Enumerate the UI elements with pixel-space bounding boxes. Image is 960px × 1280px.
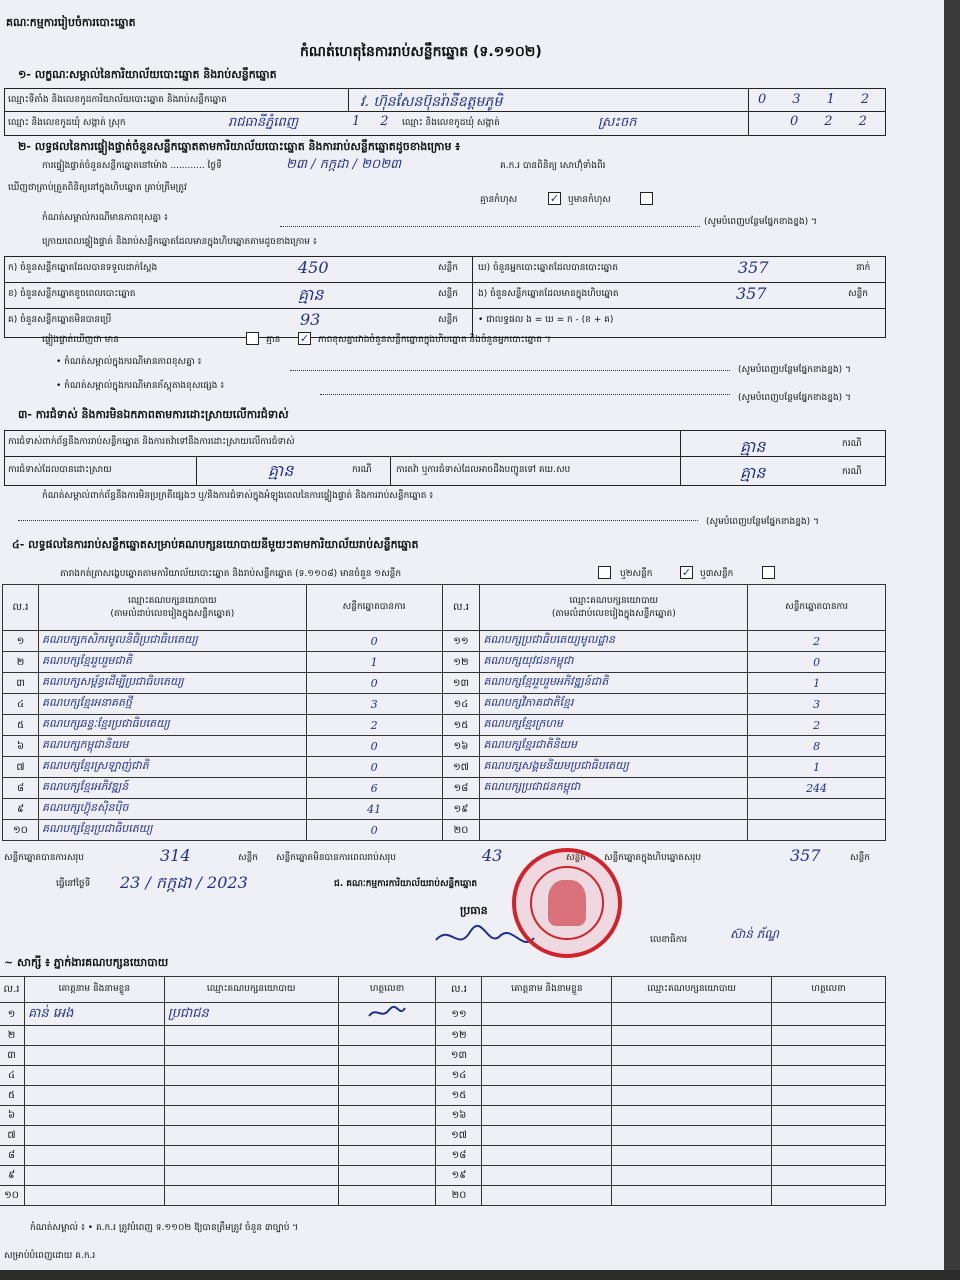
party-votes: 1 [748, 757, 886, 778]
party-name: គណបក្សឆន្ទៈខ្មែរប្រជាធិបតេយ្យ [38, 715, 306, 736]
row-number: ១៣ [436, 1046, 482, 1066]
president-label: ប្រធាន [460, 904, 488, 917]
row-number: ១២ [442, 652, 480, 673]
k2-label: ខ) ចំនួនសន្លឹកឆ្នោតខូចពេលបោះឆ្នោត [8, 289, 136, 299]
no-error-checkbox[interactable]: ✓ [549, 192, 560, 205]
party-votes: 0 [306, 736, 442, 757]
table-row [3, 694, 886, 715]
bullet1-note: (សូមបំពេញបន្ថែមផ្នែកខាងខ្នង) ។ [738, 365, 851, 375]
k2-unit: សន្លឹក [438, 289, 458, 299]
row-number: ៤ [3, 694, 39, 715]
section1-row2-label2: ឈ្មោះ និងលេខកូដឃុំ សង្កាត់ [402, 118, 500, 128]
section2-line2: ឃើញថាត្រាប់ត្រួតពិនិត្យនៅក្នុងហិបឆ្នោត គ្រាប់ត្រឹមត្រូវ [8, 183, 187, 193]
section3-note: កំណត់សម្គាល់ពាក់ព័ន្ធនឹងការមិនប្រក្រតីផ្សេងៗ ឬ/និងការជំទាស់ក្នុងអំឡុងពេលនៃការផ្ទៀងផ្ទាត់ និងការរាប់សន្លឹកឆ្នោត ៖ [42, 491, 434, 501]
row-number: ៥ [3, 715, 39, 736]
witness-party [612, 1026, 772, 1046]
row-number: ១០ [3, 820, 39, 841]
witness-party [164, 1026, 338, 1046]
compare-has-checkbox[interactable] [246, 332, 259, 345]
table-row [0, 1166, 886, 1186]
witness-signature [772, 1126, 886, 1146]
party-results-table [2, 584, 886, 841]
row-number: ១៩ [442, 799, 480, 820]
row-number: ៧ [0, 1126, 24, 1146]
w-col-no-right: ល.រ [436, 977, 482, 1003]
row-number: ១០ [0, 1186, 24, 1206]
row-number: ១៤ [442, 694, 480, 715]
row-number: ៥ [0, 1086, 24, 1106]
party-votes: 1 [306, 652, 442, 673]
party-name: គណបក្សខ្មែរប្រជាធិបតេយ្យ [38, 820, 306, 841]
witness-party [164, 1146, 338, 1166]
three-sheet-checkbox[interactable] [762, 566, 775, 579]
committee-label: ជ. គណៈកម្មការការិយាល័យរាប់សន្លឹកឆ្នោត [334, 879, 478, 889]
section3-row1: ការជំទាស់ពាក់ព័ន្ធនឹងការរាប់សន្លឹកឆ្នោត និងការតវ៉ាទៅនឹងការដោះស្រាយលើការជំទាស់ [8, 437, 295, 447]
section2-line3: ក្រោយពេលផ្ទៀងផ្ទាត់ និងរាប់សន្លឹកឆ្នោតដែលមានក្នុងហិបឆ្នោតតាមដូចខាងក្រោម ៖ [42, 237, 317, 247]
section2-line1: ការផ្ទៀងផ្ទាត់ចំនួនសន្លឹកឆ្នោតនៅម៉ោង ............ ថ្ងៃទី [42, 161, 222, 171]
witness-signature [772, 1003, 886, 1026]
party-name: គណបក្សវិភាគជាតិខ្មែរ [480, 694, 748, 715]
row-number: ១៨ [436, 1146, 482, 1166]
witness-name [24, 1126, 164, 1146]
sum-label3: សន្លឹកឆ្នោតក្នុងហិបឆ្នោតសរុប [604, 853, 702, 863]
witness-name [482, 1126, 612, 1146]
witness-party [164, 1186, 338, 1206]
row-number: ៩ [3, 799, 39, 820]
party-votes: 244 [748, 778, 886, 799]
row-number: ៣ [3, 673, 39, 694]
witness-signature [772, 1066, 886, 1086]
party-votes: 3 [748, 694, 886, 715]
witness-party [612, 1166, 772, 1186]
party-name: គណបក្សខ្មែររួបរួមអភិវឌ្ឍន៍ជាតិ [480, 673, 748, 694]
section3-row1-case: ករណី [842, 439, 862, 449]
section1-heading: ១- លក្ខណៈសម្គាល់នៃការិយាល័យបោះឆ្នោត និងរាប់សន្លឹកឆ្នោត [18, 68, 277, 81]
section2-note-suffix: (សូមបំពេញបន្ថែមផ្នែកខាងខ្នង) ។ [704, 217, 817, 227]
witness-name [24, 1066, 164, 1086]
col-no-left: ល.រ [3, 585, 39, 631]
secretary-name: ស៊ាន់ ភ័ណ្ឌ [730, 927, 779, 941]
row-number: ៨ [3, 778, 39, 799]
row-number: ២ [0, 1026, 24, 1046]
row-number: ៨ [0, 1146, 24, 1166]
party-name: គណបក្សខ្មែររួបរួមជាតិ [38, 652, 306, 673]
party-name: គណបក្សកសិករមូលនិធិប្រជាធិបតេយ្យ [38, 631, 306, 652]
party-name: គណបក្សប្រជាជនកម្ពុជា [480, 778, 748, 799]
section2-opt1-label: គ្មានកំហុស [480, 195, 518, 205]
section1-row1-code: 0312 [758, 92, 896, 107]
party-name: គណបក្សហ៊្វុនស៊ិនប៉ិច [38, 799, 306, 820]
witness-signature [772, 1086, 886, 1106]
section1-row2-value2: ស្រះចក [598, 115, 637, 130]
section4-heading: ៤- លទ្ធផលនៃការរាប់សន្លឹកឆ្នោតសម្រាប់គណបក្សនយោបាយនីមួយៗតាមការិយាល័យរាប់សន្លឹកឆ្នោត [12, 538, 419, 551]
witness-name [482, 1046, 612, 1066]
table-row [3, 799, 886, 820]
witness-heading: ~ សាក្សី ៖ ភ្នាក់ងារគណបក្សនយោបាយ [4, 956, 169, 969]
section3-row2b-value: គ្មាន [740, 463, 766, 482]
row-number: ៣ [0, 1046, 24, 1066]
witness-signature [338, 1046, 436, 1066]
row-number: ១៤ [436, 1066, 482, 1086]
party-votes [748, 820, 886, 841]
witness-signature [338, 1106, 436, 1126]
row-number: ១ [3, 631, 39, 652]
witness-name [24, 1166, 164, 1186]
sum-value2: 43 [482, 846, 503, 865]
w-col-no-left: ល.រ [0, 977, 24, 1003]
row-number: ៦ [0, 1106, 24, 1126]
section3-heading: ៣- ការជំទាស់ និងការមិនឯកភាពតាមការដោះស្រាយលើការជំទាស់ [18, 408, 289, 421]
section3-row2b: ការតវ៉ា ឬការជំទាស់ដែលអាចដឹងបញ្ជូនទៅ គឃ.សប [396, 465, 571, 475]
k4-unit: នាក់ [856, 263, 871, 273]
witness-party: ប្រជាជន [164, 1003, 338, 1026]
witness-name [482, 1026, 612, 1046]
w-col-party-left: ឈ្មោះគណបក្សនយោបាយ [164, 977, 338, 1003]
row-number: ១១ [436, 1003, 482, 1026]
bullet2: • កំណត់សម្គាល់ក្នុងករណីមានភ័ស្តុតាងខុសផ្សេង ៖ [56, 381, 225, 391]
witness-signature [338, 1066, 436, 1086]
table-row [0, 1046, 886, 1066]
row-number: ១៥ [442, 715, 480, 736]
k4-value: 357 [738, 258, 769, 277]
k3-value: 93 [300, 310, 321, 329]
witness-party [164, 1166, 338, 1186]
party-name: គណបក្សសង្គមនិយមប្រជាធិបតេយ្យ [480, 757, 748, 778]
row-number: ១៣ [442, 673, 480, 694]
org-top: គណៈកម្មការរៀបចំការបោះឆ្នោត [6, 16, 136, 29]
col-party-left: ឈ្មោះគណបក្សនយោបាយ (តាមលំដាប់លេខរៀងក្នុងសន្លឹកឆ្នោត) [38, 585, 306, 631]
has-error-checkbox[interactable] [640, 192, 653, 205]
row-number: ១៧ [436, 1126, 482, 1146]
witness-party [164, 1106, 338, 1126]
party-votes: 0 [306, 757, 442, 778]
bullet1: • កំណត់សម្គាល់ក្នុងករណីមានភាពខុសគ្នា ៖ [56, 357, 202, 367]
section1-row1-label: ឈ្មោះទីតាំង និងលេខកូដការិយាល័យបោះឆ្នោត និងរាប់សន្លឹកឆ្នោត [8, 95, 227, 105]
witness-name [482, 1166, 612, 1186]
witness-party [612, 1146, 772, 1166]
witness-party [612, 1126, 772, 1146]
secretary-label: លេខាធិការ [650, 935, 688, 945]
k3-unit: សន្លឹក [438, 315, 458, 325]
k2-value: គ្មាន [298, 285, 324, 304]
witness-signature [338, 1166, 436, 1186]
party-votes: 0 [306, 673, 442, 694]
table-row [3, 820, 886, 841]
table-row [3, 631, 886, 652]
section1-row2-codes: 12 [352, 114, 409, 129]
witness-signature [772, 1186, 886, 1206]
k1-unit: សន្លឹក [438, 263, 458, 273]
party-votes: 6 [306, 778, 442, 799]
section3-note-fill: (សូមបំពេញបន្ថែមផ្នែកខាងខ្នង) ។ [706, 517, 819, 527]
witness-party [164, 1086, 338, 1106]
witness-party [164, 1046, 338, 1066]
section2-note-prefix: កំណត់សម្គាល់ករណីមានភាពខុសគ្នា ៖ [42, 213, 168, 223]
witness-signature [338, 1186, 436, 1206]
section3-row2-value: គ្មាន [268, 461, 294, 480]
k1-label: ក) ចំនួនសន្លឹកឆ្នោតដែលបានទទួលដាក់ស្តែង [8, 263, 158, 273]
party-votes: 2 [306, 715, 442, 736]
witness-name [482, 1106, 612, 1126]
witness-name: គាន់ អេង [24, 1003, 164, 1026]
k3-label: គ) ចំនួនសន្លឹកឆ្នោតមិនបានប្រើ [8, 315, 112, 325]
party-name: គណបក្សខ្មែរស្រឡាញ់ជាតិ [38, 757, 306, 778]
row-number: ២០ [442, 820, 480, 841]
section4-opt1: ឬ២សន្លឹក [620, 569, 653, 579]
made-date: 23 / កក្កដា / 2023 [120, 873, 248, 892]
row-number: ១៦ [442, 736, 480, 757]
party-votes: 0 [306, 631, 442, 652]
table-row [3, 757, 886, 778]
sum-label1: សន្លឹកឆ្នោតបានការសរុប [4, 853, 84, 863]
compare-none-checkbox[interactable]: ✓ [299, 332, 310, 345]
party-name: គណបក្សខ្មែរជាតិនិយម [480, 736, 748, 757]
w-col-name-left: គោត្តនាម និងនាមខ្លួន [24, 977, 164, 1003]
witness-party [612, 1003, 772, 1026]
witness-name [482, 1066, 612, 1086]
table-row [3, 778, 886, 799]
section1-row2-code2: 022 [790, 114, 893, 129]
party-votes: 8 [748, 736, 886, 757]
w-col-name-right: គោត្តនាម និងនាមខ្លួន [482, 977, 612, 1003]
compare-text2: ភាពខុសគ្នារវាងចំនួនសន្លឹកឆ្នោតក្នុងហិបឆ្នោត និងចំនួនអ្នកបោះឆ្នោត ។ [318, 335, 551, 345]
witness-name [24, 1086, 164, 1106]
table-row [3, 715, 886, 736]
party-name: គណបក្សសម្ព័ន្ធដើម្បីប្រជាធិបតេយ្យ [38, 673, 306, 694]
witness-signature [338, 1086, 436, 1106]
witness-party [612, 1106, 772, 1126]
witness-party [612, 1046, 772, 1066]
k5-value: 357 [736, 284, 767, 303]
section2-line1-end: គ.ក.រ បានពិនិត្យ សោហ៊ុំទាំងពីរ [500, 161, 606, 171]
sum-unit3: សន្លឹក [850, 853, 870, 863]
party-name: គណបក្សខ្មែរក្រហម [480, 715, 748, 736]
witness-signature [772, 1046, 886, 1066]
row-number: ១២ [436, 1026, 482, 1046]
witness-signature [338, 1126, 436, 1146]
row-number: ១៦ [436, 1106, 482, 1126]
witness-signature [772, 1106, 886, 1126]
official-seal-icon [512, 848, 622, 958]
footer-bottom: សម្រាប់បំពេញដោយ គ.ក.រ [4, 1251, 96, 1261]
section4-opt2: ឬ៣សន្លឹក [700, 569, 734, 579]
section2-date: ២៣ / កក្កដា / ២០២៣ [286, 157, 402, 172]
table-row [0, 1026, 886, 1046]
witness-party [612, 1066, 772, 1086]
sum-unit1: សន្លឹក [238, 853, 258, 863]
party-name: គណបក្សខ្មែរអនាគតថ្មី [38, 694, 306, 715]
witness-signature-icon [367, 1004, 407, 1020]
w-col-sign-right: ហត្ថលេខា [772, 977, 886, 1003]
party-name [480, 799, 748, 820]
table-row [0, 1146, 886, 1166]
table-row [3, 652, 886, 673]
witness-name [482, 1146, 612, 1166]
row-number: ៤ [0, 1066, 24, 1086]
table-edge [0, 1270, 960, 1280]
k5-label: ង) ចំនួនសន្លឹកឆ្នោតដែលមានក្នុងហិបឆ្នោត [478, 289, 619, 299]
row-number: ១៩ [436, 1166, 482, 1186]
row-number: ៦ [3, 736, 39, 757]
section2-heading: ២- លទ្ធផលនៃការផ្ទៀងផ្ទាត់ចំនួនសន្លឹកឆ្នោតតាមការិយាល័យបោះឆ្នោត និងការរាប់សន្លឹកឆ្នោតដូចខាងក្រោម ៖ [18, 140, 461, 153]
table-row [0, 1003, 886, 1026]
col-votes-right: សន្លឹកឆ្នោតបានការ [748, 585, 886, 631]
section4-sub: តារាងកត់ត្រាសង្ខេបឆ្នោតតាមការិយាល័យបោះឆ្នោត និងរាប់សន្លឹកឆ្នោត (ទ.១១០៨) មានចំនួន ១សន្លឹក [60, 569, 402, 579]
witness-party [612, 1186, 772, 1206]
witness-name [24, 1186, 164, 1206]
row-number: ១៨ [442, 778, 480, 799]
witness-signature [338, 1003, 436, 1026]
section3-row2: ការជំទាស់ដែលបានដោះស្រាយ [8, 465, 112, 475]
row-number: ៧ [3, 757, 39, 778]
col-no-right: ល.រ [442, 585, 480, 631]
bullet2-note: (សូមបំពេញបន្ថែមផ្នែកខាងខ្នង) ។ [738, 393, 851, 403]
table-row [0, 1066, 886, 1086]
party-votes: 2 [748, 715, 886, 736]
witness-signature [772, 1026, 886, 1046]
witness-table [0, 976, 886, 1206]
party-name: គណបក្សយុវជនកម្ពុជា [480, 652, 748, 673]
party-name: គណបក្សខ្មែរអភិវឌ្ឍន៍ [38, 778, 306, 799]
table-row [0, 1106, 886, 1126]
table-row [0, 1086, 886, 1106]
party-votes: 1 [748, 673, 886, 694]
witness-party [164, 1066, 338, 1086]
witness-signature [338, 1026, 436, 1046]
party-name: គណបក្សប្រជាធិបតេយ្យមូលដ្ឋាន [480, 631, 748, 652]
witness-signature [338, 1146, 436, 1166]
witness-signature [772, 1146, 886, 1166]
compare-opt1: គ្មាន [266, 335, 281, 345]
section3-row2-case: ករណី [352, 465, 372, 475]
w-col-party-right: ឈ្មោះគណបក្សនយោបាយ [612, 977, 772, 1003]
witness-name [24, 1026, 164, 1046]
party-votes [748, 799, 886, 820]
row-number: ១១ [442, 631, 480, 652]
w-col-sign-left: ហត្ថលេខា [338, 977, 436, 1003]
k5-unit: សន្លឹក [848, 289, 868, 299]
made-at: ធ្វើនៅថ្ងៃទី [56, 879, 91, 889]
witness-name [24, 1046, 164, 1066]
section3-row1-value: គ្មាន [740, 437, 766, 456]
formula: • ជាលទ្ធផល ង = ឃ = ក - (ខ + គ) [478, 315, 614, 325]
table-row [3, 673, 886, 694]
section1-row1-value: វ. ហ៊ុនសែនប៊ុនរ៉ានីឧត្តមភូមិ [360, 94, 503, 110]
section2-opt2-label: ឬមានកំហុស [568, 195, 611, 205]
sum-value3: 357 [790, 846, 821, 865]
row-number: ៩ [0, 1166, 24, 1186]
row-number: ១ [0, 1003, 24, 1026]
witness-name [482, 1003, 612, 1026]
row-number: ២ [3, 652, 39, 673]
witness-name [482, 1186, 612, 1206]
witness-signature [772, 1166, 886, 1186]
one-sheet-checkbox[interactable] [598, 566, 611, 579]
witness-party [164, 1126, 338, 1146]
witness-name [482, 1086, 612, 1106]
section1-row2-label: ឈ្មោះ និងលេខកូដឃុំ សង្កាត់ ស្រុក [8, 118, 126, 128]
party-votes: 3 [306, 694, 442, 715]
party-votes: 2 [748, 631, 886, 652]
col-party-right: ឈ្មោះគណបក្សនយោបាយ (តាមលំដាប់លេខរៀងក្នុងសន្លឹកឆ្នោត) [480, 585, 748, 631]
party-name: គណបក្សកម្ពុជានិយម [38, 736, 306, 757]
row-number: ២០ [436, 1186, 482, 1206]
row-number: ១៧ [442, 757, 480, 778]
party-votes: 0 [306, 820, 442, 841]
table-row [0, 1126, 886, 1146]
row-number: ១៥ [436, 1086, 482, 1106]
witness-party [612, 1086, 772, 1106]
party-votes: 0 [748, 652, 886, 673]
compare-text: ផ្ទៀងផ្ទាត់ឃើញថា មាន [42, 335, 119, 345]
table-row [0, 1186, 886, 1206]
form-title: កំណត់ហេតុនៃការរាប់សន្លឹកឆ្នោត (ទ.១១០២) [300, 44, 542, 60]
footer-note: កំណត់សម្គាល់ ៖ • គ.ក.រ ត្រូវបំពេញ ទ.១១០២ ឱ្យបានត្រឹមត្រូវ ចំនួន ៣ច្បាប់ ។ [30, 1223, 299, 1233]
party-name [480, 820, 748, 841]
sum-unit2: សន្លឹក [566, 853, 586, 863]
section3-row2b-case: ករណី [842, 467, 862, 477]
col-votes-left: សន្លឹកឆ្នោតបានការ [306, 585, 442, 631]
witness-name [24, 1106, 164, 1126]
two-sheet-checkbox[interactable]: ✓ [681, 566, 692, 579]
k1-value: 450 [298, 258, 329, 277]
witness-name [24, 1146, 164, 1166]
party-votes: 41 [306, 799, 442, 820]
sum-value1: 314 [160, 846, 191, 865]
table-row [3, 736, 886, 757]
section1-row2-value: រាជធានីភ្នំពេញ [228, 115, 299, 130]
sum-label2: សន្លឹកឆ្នោតមិនបានការពេលរាប់សរុប [276, 853, 396, 863]
k4-label: ឃ) ចំនួនអ្នកបោះឆ្នោតដែលបានបោះឆ្នោត [478, 263, 618, 273]
